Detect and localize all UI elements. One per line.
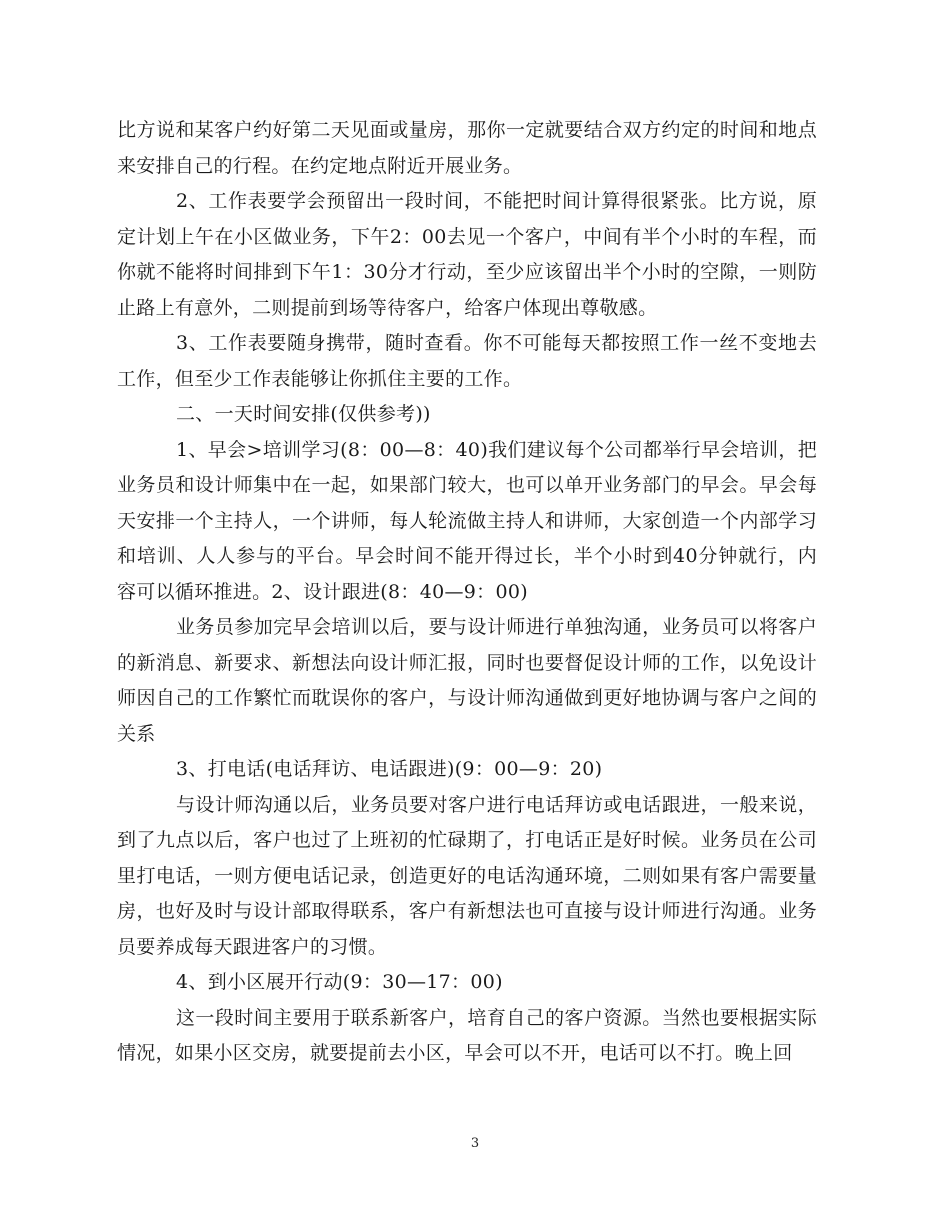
paragraph-5: 业务员参加完早会培训以后，要与设计师进行单独沟通，业务员可以将客户的新消息、新要求、新想法向设计师汇报，同时也要督促设计师的工作，以免设计师因自己的工作繁忙而耽误你的客户，与设计师沟通做到更好地协调与客户之间的关系 [117, 616, 817, 745]
subheading-phone-calls: 3、打电话(电话拜访、电话跟进)(9：00—9：20) [176, 758, 603, 780]
paragraph-4: 1、早会>培训学习(8：00—8：40)我们建议每个公司都举行早会培训，把业务员和设计师集中在一起，如果部门较大，也可以单开业务部门的早会。早会每天安排一个主持人，一个讲师，每人轮流做主持人和讲师，大家创造一个内部学习和培训、人人参与的平台。早会时间不能开得过长，半个小时到40分钟就行，内容可以循环推进。2、设计跟进(8：40—9：00) [117, 438, 817, 603]
paragraph-7: 这一段时间主要用于联系新客户，培育自己的客户资源。当然也要根据实际情况，如果小区交房，就要提前去小区，早会可以不开，电话可以不打。晚上回 [117, 1006, 817, 1064]
subheading-community-action: 4、到小区展开行动(9：30—17：00) [176, 971, 503, 993]
paragraph-1: 比方说和某客户约好第二天见面或量房，那你一定就要结合双方约定的时间和地点来安排自己的行程。在约定地点附近开展业务。 [117, 119, 817, 177]
paragraph-3: 3、工作表要随身携带，随时查看。你不可能每天都按照工作一丝不变地去工作，但至少工作表能够让你抓住主要的工作。 [117, 332, 817, 390]
section-heading: 二、一天时间安排(仅供参考)) [176, 403, 431, 425]
body-text [117, 113, 817, 1072]
paragraph-6: 与设计师沟通以后，业务员要对客户进行电话拜访或电话跟进，一般来说，到了九点以后，客户也过了上班初的忙碌期了，打电话正是好时候。业务员在公司里打电话，一则方便电话记录，创造更好的电话沟通环境，二则如果有客户需要量房，也好及时与设计部取得联系，客户有新想法也可直接与设计师进行沟通。业务员要养成每天跟进客户的习惯。 [117, 793, 817, 958]
paragraph-2: 2、工作表要学会预留出一段时间，不能把时间计算得很紧张。比方说，原定计划上午在小区做业务，下午2：00去见一个客户，中间有半个小时的车程，而你就不能将时间排到下午1：30分才行动，至少应该留出半个小时的空隙，一则防止路上有意外，二则提前到场等待客户，给客户体现出尊敬感。 [117, 190, 817, 319]
page-number: 3 [470, 1136, 480, 1151]
